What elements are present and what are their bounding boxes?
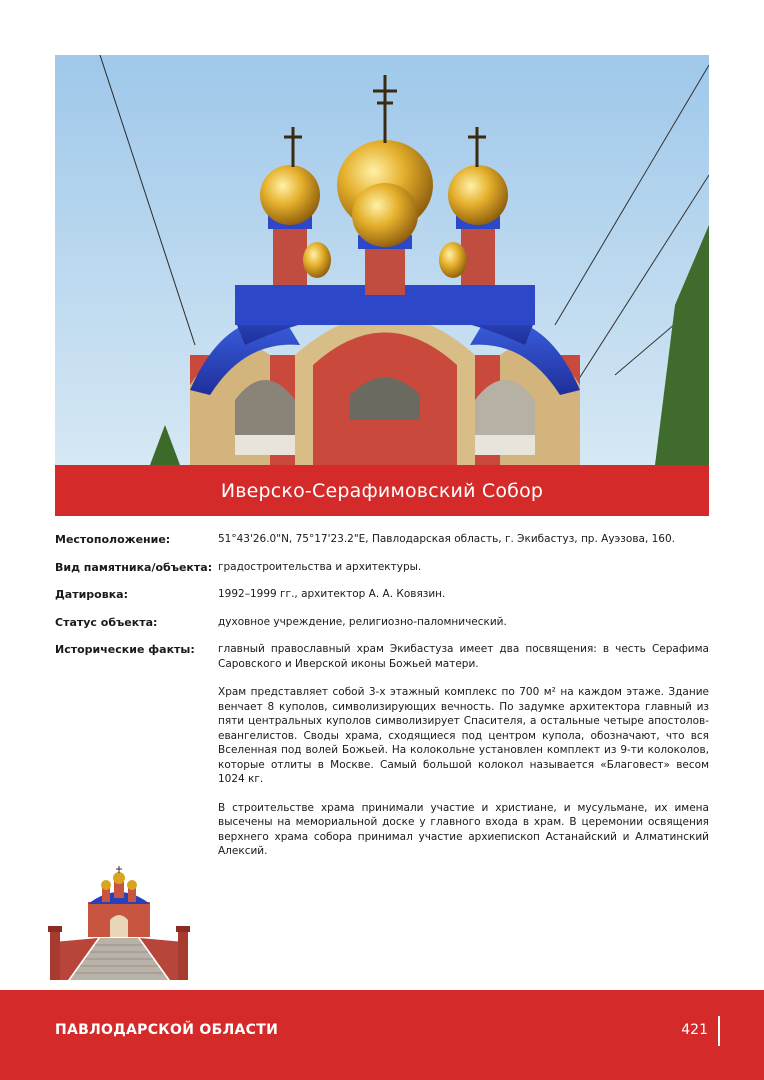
field-text: главный православный храм Экибастуза имеет два посвящения: в честь Серафима Саровского и Иверской иконы Божьей матери.: [218, 643, 709, 670]
page-number: 421: [681, 1022, 708, 1038]
cathedral-thumbnail: [40, 862, 198, 980]
field-historical-facts: [55, 642, 709, 859]
footer-region: ПАВЛОДАРСКОЙ ОБЛАСТИ: [55, 1022, 279, 1038]
cathedral-illustration: [55, 55, 709, 465]
title-bar: [55, 465, 709, 516]
field-text: В строительстве храма принимали участие и христиане, и мусульмане, их имена высечены на мемориальной доске у главного входа в храм. В церемонии освящения верхнего храма собора принимал участие архиепископ Астанайский и Алматинский Алексий.: [218, 801, 709, 857]
field-value: [218, 642, 709, 859]
field-text: 51°43'26.0"N, 75°17'23.2"E, Павлодарская область, г. Экибастуз, пр. Ауэзова, 160.: [218, 533, 675, 545]
field-label: Местоположение:: [55, 533, 171, 546]
field-label: Статус объекта:: [55, 615, 158, 629]
field-value: [218, 560, 709, 575]
field-value: [218, 615, 709, 630]
info-table: [55, 532, 709, 872]
field-monument-type: [55, 560, 709, 575]
field-status: [55, 615, 709, 630]
field-label: Вид памятника/объекта:: [55, 560, 213, 574]
field-value: [218, 532, 709, 547]
field-text: градостроительства и архитектуры.: [218, 560, 422, 573]
field-dating: [55, 587, 709, 602]
field-text: 1992–1999 гг., архитектор А. А. Ковязин.: [218, 588, 446, 600]
field-location: [55, 532, 709, 547]
field-value: [218, 587, 709, 602]
cathedral-thumbnail-drawing: [40, 862, 198, 980]
field-label: Датировка:: [55, 588, 128, 601]
page-number-divider: [718, 1016, 720, 1046]
field-text: духовное учреждение, религиозно-паломнический.: [218, 615, 507, 628]
cathedral-photo: [55, 55, 709, 465]
field-label: Исторические факты:: [55, 643, 195, 656]
page-title: Иверско-Серафимовский Собор: [220, 479, 544, 502]
field-text: Храм представляет собой 3-х этажный комплекс по 700 м² на каждом этаже. Здание венчает 8 куполов, символизирующих вечность. По задумке архитектора главный из пяти центральных куполов символизирует Спасителя, а остальные четыре апостолов-евангелистов. Своды храма, сходящиеся под центром купола, обозначают, что вся Вселенная под волей Божьей. На колокольне установлен комплект из 9-ти колоколов, которые отлиты в Москве. Самый большой колокол называется «Благовест» весом 1024 кг.: [218, 686, 709, 785]
footer: [0, 990, 764, 1080]
